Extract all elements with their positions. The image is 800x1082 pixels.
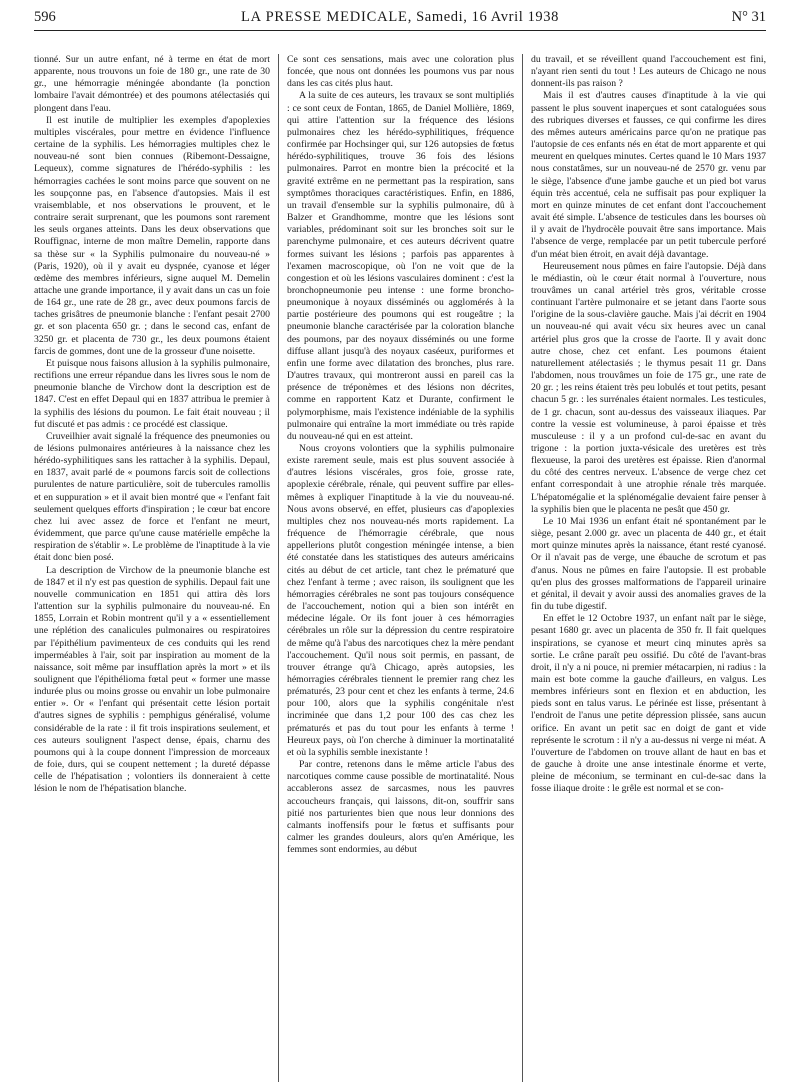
- paragraph: Mais il est d'autres causes d'inaptitude à la vie qui passent le plus souvent inaperçues et sont cataloguées sous des rubriques diverses et fausses, ce qui confirme les dires des mêmes auteurs américains parce qu'on ne pratique pas l'autopsie de ces enfants nés en état de mort apparente et qui meurent en quelques minutes. Certes quand le 10 Mars 1937 nous constatâmes, sur un nouveau-né de 2570 gr. venu par le siège, l'absence d'une jambe gauche et un pied bot varus équin très accentué, cela ne suffisait pas pour expliquer la mort en quinze minutes de cet enfant dont l'accouchement avait été simple. L'absence de testicules dans les bourses où il y avait de l'hydrocèle pouvait être sans importance. Mais l'absence de verge, remplacée par un petit tubercule perforé d'un méat bien étroit, en avait déjà davantage.: [531, 90, 766, 260]
- column-middle: [278, 54, 522, 1082]
- running-title: LA PRESSE MEDICALE, Samedi, 16 Avril 1938: [241, 8, 559, 25]
- column-right: [522, 54, 766, 1082]
- paragraph: Cruveilhier avait signalé la fréquence des pneumonies ou de lésions pulmonaires antérieures à la naissance chez les hérédo-syphilitiques sans les rattacher à la syphilis. Depaul, en 1837, avait parlé de « poumons farcis soit de collections purulentes de nature particulière, soit de tubercules ramollis et en suppuration » et il avait bien montré que « l'enfant fait seulement quelques efforts d'inspiration ; le cœur bat encore chez lui avec assez de force et l'enfant ne meurt, évidemment, que parce qu'une cause matérielle empêche la respiration de s'établir ». Le problème de l'inaptitude à la vie était donc bien posé.: [34, 430, 270, 564]
- paragraph: du travail, et se réveillent quand l'accouchement est fini, n'ayant rien senti du tout ! Les auteurs de Chicago ne nous donnent-ils pas raison ?: [531, 54, 766, 90]
- paragraph: Nous croyons volontiers que la syphilis pulmonaire existe rarement seule, mais est plus souvent associée à d'autres lésions viscérales, gros foie, grosse rate, apoplexie cérébrale, rénale, qui peuvent suffire par elles-mêmes à expliquer l'inaptitude à la vie du nouveau-né. Nous avons observé, en effet, plusieurs cas d'apoplexies multiples chez nos nouveau-nés morts rapidement. La fréquence de l'hémorragie cérébrale, que nous appellerions plutôt congestion méningée intense, a bien été constatée dans les statistiques des auteurs américains cités au début de cet article, tant chez le prématuré que chez l'enfant à terme ; avec raison, ils soulignent que les hémorragies cérébrales ne sont pas toujours conséquence de l'accouchement, notion qui a bien son intérêt en médecine légale. Or ils font jouer à ces hémorragies cérébrales un rôle sur la dépression du centre respiratoire de même qu'à l'abus des narcotiques chez la mère pendant l'accouchement. Qu'il nous soit permis, en passant, de trouver étrange qu'à Chicago, après autopsies, les hémorragies cérébrales tiennent le premier rang chez les prématurés, 23 pour cent et chez les enfants à terme, 24.6 pour 100, alors que la syphilis congénitale n'est incriminée que dans 1,2 pour 100 des cas chez les prématurés et pas du tout pour les enfants à terme ! Heureux pays, où l'on cherche à diminuer la mortinatalité et où la syphilis semble inexistante !: [286, 443, 515, 758]
- paragraph: En effet le 12 Octobre 1937, un enfant naît par le siège, pesant 1680 gr. avec un placenta de 350 fr. Il fait quelques inspirations, se cyanose et meurt cinq minutes après sa sortie. Le crâne paraît peu ossifié. Du côté de l'avant-bras droit, il n'y a ni pouce, ni premier métacarpien, ni radius : la main est bote comme la gauche d'ailleurs, en valgus. Les membres inférieurs sont en flexion et en abduction, les pieds sont en talus varus. Le périnée est lisse, présentant à l'endroit de l'anus une petite dépression plissée, sans aucun orifice. En avant un petit sac en doigt de gant et vide représente le scrotum : il n'y a au-dessus ni verge ni méat. A l'ouverture de l'abdomen on trouve allant de haut en bas et de gauche à droite une anse intestinale énorme et verte, pleine de méconium, se terminant en cul-de-sac dans la fosse iliaque droite : le grêle est normal et se con-: [531, 613, 766, 795]
- issue-number: N° 31: [731, 8, 766, 25]
- paragraph: tionné. Sur un autre enfant, né à terme en état de mort apparente, nous trouvons un foie de 180 gr., une rate de 30 gr., une hémorragie méningée abondante (la ponction lombaire l'avait démontrée) et des poumons atélectasiés qui plongent dans l'eau.: [34, 54, 270, 114]
- column-left: [34, 54, 278, 1082]
- journal-title: LA PRESSE MEDICALE: [241, 8, 408, 25]
- article-body: [34, 54, 766, 1082]
- page-number: 596: [34, 8, 56, 25]
- paragraph: A la suite de ces auteurs, les travaux se sont multipliés : ce sont ceux de Fontan, 1865, de Daniel Mollière, 1869, qui attire l'attention sur la fréquence des lésions pulmonaires chez les hérédo-syphilitiques, fréquence confirmée par Hochsinger qui, sur 126 autopsies de fœtus hérédo-syphilitiques, trouve 36 fois des lésions pulmonaires. Parrot en montre bien la précocité et la gravité extrême en ne permettant pas la respiration, sans symptômes thoraciques caractéristiques. Enfin, en 1886, un travail d'ensemble sur la syphilis pulmonaire, dû à Balzer et Grandhomme, montre que les lésions sont variables, prédominant soit sur les bronches soit sur le parenchyme pulmonaire, et ces auteurs décrivent quatre formes suivant les lésions ; parfois pas apparentes à l'examen macroscopique, où l'on ne voit que de la congestion et où les lésions vasculaires dominent : c'est la bronchopneumonie peu intense : une forme broncho-pneumonique à noyaux disséminés ou agglomérés à la partie postérieure des poumons qui est rougeâtre ; la pneumonie blanche caractérisée par la coloration blanche des poumons, par des noyaux disséminés ou une forme diffuse allant jusqu'à des noyaux caséeux, puriformes et enfin une forme avec dilatation des bronches, plus rare. D'autres travaux, qui montreront aussi en pareil cas la présence de tréponèmes et des lésions non décrites, comme en rapportent Katz et Durante, confirment le polymorphisme, mais l'existence indéniable de la syphilis pulmonaire qui entraîne la mort immédiate ou très rapide du nouveau-né qui en est atteint.: [286, 90, 515, 442]
- page-header: [34, 4, 766, 31]
- paragraph: Heureusement nous pûmes en faire l'autopsie. Déjà dans le médiastin, où le cœur était normal à l'ouverture, nous trouvâmes un canal artériel très gros, véritable crosse continuant l'artère pulmonaire et se jetant dans l'aorte sous l'origine de la sous-clavière gauche. Mais j'ai décrit en 1904 un nouveau-né qui avait vécu six heures avec un canal artériel plus gros que la crosse de l'aorte. Il y avait donc autre chose, chez cet enfant. Les poumons étaient naturellement atélectasiés ; le thymus pesait 11 gr. Dans l'abdomen, nous trouvâmes un foie de 175 gr., une rate de 20 gr. ; les reins étaient très peu lobulés et tout petits, pesant chacun 5 gr. : les surrénales étaient normales. Les testicules, de 1 gr. chacun, sont au-dessus des vaisseaux iliaques. Par contre la vessie est volumineuse, à paroi épaisse et très musculeuse : il y a un profond cul-de-sac en avant du trigone : la portion juxta-vésicale des uretères est très flexueuse, la paroi des uretères est épaisse. Rien d'anormal du côté des centres nerveux. L'absence de verge chez cet enfant correspondait à une atrophie rénale très marquée. L'hépatomégalie et la splénomégalie devaient faire penser à la syphilis bien que le placenta ne pesât que 450 gr.: [531, 260, 766, 515]
- paragraph: Il est inutile de multiplier les exemples d'apoplexies multiples viscérales, pour mettre en évidence l'influence certaine de la syphilis. Les hémorragies multiples chez le nouveau-né sont bien connues (Ribemont-Dessaigne, Lequeux), comme signatures de l'hérédo-syphilis : les hémorragies cachées le sont moins parce que souvent on ne les soupçonne pas, en l'absence d'autopsies. Mais il est vraisemblable, et nos observations le prouvent, et le contraire serait surprenant, que les poumons sont rarement les seuls organes atteints. Dans les deux observations que Rouffignac, interne de mon maître Demelin, rapporte dans sa thèse sur « la Syphilis pulmonaire du nouveau-né » (Paris, 1920), où il y avait eu dyspnée, cyanose et léger œdème des membres inférieurs, signe auquel M. Demelin attache une grande importance, il y avait dans un cas un foie de 164 gr., une rate de 28 gr., avec deux poumons farcis de taches grisâtres de pneumonie blanche : l'enfant pesait 2700 gr. et son placenta 650 gr. ; dans le second cas, enfant de 3250 gr. et placenta de 730 gr., les deux poumons étaient farcis de gommes, dont une de la grosseur d'une noisette.: [34, 114, 270, 357]
- paragraph: Par contre, retenons dans le même article l'abus des narcotiques comme cause possible de mortinatalité. Nous accablerons assez de sarcasmes, nous les pauvres accoucheurs français, qui laissons, dit-on, souffrir sans pitié nos parturientes bien que nous leur donnions des calmants inoffensifs pour le fœtus et suffisants pour calmer les grandes douleurs, alors qu'en Amérique, les femmes sont endormies, au début: [286, 759, 515, 856]
- issue-date: Samedi, 16 Avril 1938: [416, 8, 559, 25]
- paragraph: Le 10 Mai 1936 un enfant était né spontanément par le siège, pesant 2.000 gr. avec un placenta de 440 gr., et était mort quinze minutes après la naissance, étant resté cyanosé. Or il n'avait pas de verge, une ébauche de scrotum et pas d'anus. Nous ne pûmes en faire l'autopsie. Il est probable qu'en plus des grosses malformations de l'appareil urinaire et génital, il devait y avoir aussi des anomalies graves de la fin du tube digestif.: [531, 515, 766, 613]
- paragraph: La description de Virchow de la pneumonie blanche est de 1847 et il n'y est pas question de syphilis. Depaul fait une nouvelle communication en 1851 qui attira dès lors l'attention sur la syphilis pulmonaire du nouveau-né. En 1855, Lorrain et Robin montrent qu'il y a « essentiellement une réplétion des canalicules pulmonaires ou respiratoires par l'épithélium pavimenteux de ces conduits qui les rend imperméables à l'air, soit par inspiration au moment de la naissance, soit même par insufflation après la mort » et ils soulignent que l'épithélioma fœtal peut « former une masse indurée plus ou moins grosse ou envahir un lobe pulmonaire entier ». Or « l'enfant qui présentait cette lésion portait d'autres signes de syphilis : pemphigus généralisé, volume considérable de la rate : il fit trois inspirations seulement, et ces auteurs soulignent l'aspect dense, épais, charnu des poumons qui à la coupe donnent l'impression de morceaux de foie, durs, qui se coupent nettement ; la dureté dépasse celle de l'hépatisation ; volontiers ils donneraient à cette lésion le nom de l'hépatisation blanche.: [34, 564, 270, 795]
- paragraph: Ce sont ces sensations, mais avec une coloration plus foncée, que nous ont données les poumons vus par nous dans les cas cités plus haut.: [286, 54, 515, 90]
- paragraph: Et puisque nous faisons allusion à la syphilis pulmonaire, rectifions une erreur répandue dans les livres sous le nom de pneumonie blanche de Virchow dont la description est de 1847. C'est en effet Depaul qui en 1837 attribua le premier à la syphilis des lésions du poumon. Le fait était nouveau ; il fut discuté et pas admis : ce procédé est classique.: [34, 357, 270, 430]
